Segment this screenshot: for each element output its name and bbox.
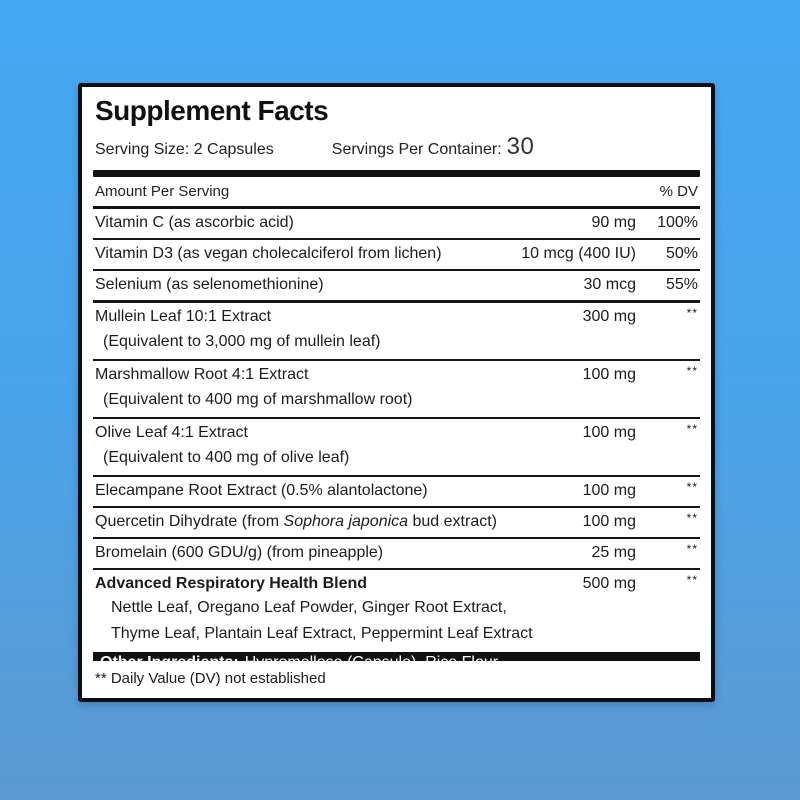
ingredient-equivalent: (Equivalent to 400 mg of marshmallow root)	[103, 391, 413, 408]
servings-per-container	[332, 133, 535, 161]
ingredient-dv: 100%	[657, 214, 698, 231]
table-row	[93, 537, 700, 568]
supplement-facts-panel	[78, 83, 715, 702]
ingredient-name	[95, 513, 504, 531]
ingredient-amount: 100 mg	[582, 513, 636, 530]
ingredient-amount: 500 mg	[582, 575, 636, 592]
panel-title: Supplement Facts	[95, 95, 329, 126]
table-row	[93, 238, 700, 269]
servings-count: 30	[506, 133, 535, 160]
ingredient-name-prefix: Quercetin Dihydrate (from	[95, 513, 284, 530]
serving-info-row	[93, 131, 700, 170]
servings-label: Servings Per Container:	[331, 141, 502, 158]
table-row	[93, 209, 700, 238]
ingredient-dv: **	[686, 511, 698, 525]
ingredient-amount: 100 mg	[582, 424, 636, 441]
ingredient-dv: **	[686, 306, 698, 320]
table-row	[93, 506, 700, 537]
ingredient-equivalent: (Equivalent to 400 mg of olive leaf)	[103, 449, 350, 466]
ingredient-dv: **	[686, 364, 698, 378]
ingredient-amount: 30 mcg	[583, 276, 636, 293]
ingredient-amount: 100 mg	[582, 366, 636, 383]
blend-ingredients-line1: Nettle Leaf, Oregano Leaf Powder, Ginger Root Extract,	[111, 599, 507, 616]
ingredient-name: Marshmallow Root 4:1 Extract	[95, 366, 309, 383]
ingredient-name: Olive Leaf 4:1 Extract	[95, 424, 248, 441]
ingredient-dv: 55%	[665, 276, 698, 293]
ingredient-name-suffix: bud extract)	[408, 513, 497, 530]
ingredient-dv: **	[686, 573, 698, 587]
ingredient-amount: 10 mcg (400 IU)	[521, 245, 636, 262]
ingredient-amount: 100 mg	[582, 482, 636, 499]
ingredient-equivalent: (Equivalent to 3,000 mg of mullein leaf)	[103, 333, 381, 350]
header-percent-dv: % DV	[659, 183, 698, 200]
table-header-row	[93, 177, 700, 206]
table-row	[93, 568, 700, 651]
header-amount-per-serving: Amount Per Serving	[95, 183, 230, 200]
ingredient-dv: **	[686, 542, 698, 556]
ingredient-name: Vitamin D3 (as vegan cholecalciferol from lichen)	[95, 245, 442, 262]
table-row	[93, 300, 700, 359]
ingredient-dv: **	[686, 480, 698, 494]
table-row	[93, 359, 700, 417]
table-row	[93, 417, 700, 475]
ingredient-amount: 300 mg	[582, 308, 636, 325]
other-ingredients-label: Other Ingredients:	[100, 654, 239, 671]
ingredient-name: Bromelain (600 GDU/g) (from pineapple)	[95, 544, 384, 561]
ingredient-name-latin: Sophora japonica	[283, 513, 409, 530]
blend-ingredients-line2: Thyme Leaf, Plantain Leaf Extract, Peppermint Leaf Extract	[111, 625, 533, 642]
ingredient-name: Mullein Leaf 10:1 Extract	[95, 308, 272, 325]
ingredient-amount: 90 mg	[591, 214, 636, 231]
other-ingredients-value: Hypromellose (Capsule), Rice Flour	[244, 654, 499, 671]
ingredient-name: Vitamin C (as ascorbic acid)	[95, 214, 294, 231]
other-ingredients	[100, 654, 498, 672]
ingredient-name: Selenium (as selenomethionine)	[95, 276, 324, 293]
table-row	[93, 475, 700, 506]
daily-value-footnote: ** Daily Value (DV) not established	[95, 670, 326, 687]
ingredient-dv: **	[686, 422, 698, 436]
blend-name: Advanced Respiratory Health Blend	[95, 575, 368, 592]
ingredient-dv: 50%	[665, 245, 698, 262]
table-row	[93, 269, 700, 300]
ingredient-amount: 25 mg	[591, 544, 636, 561]
divider-thick-top	[93, 170, 700, 177]
serving-size: Serving Size: 2 Capsules	[95, 141, 274, 158]
ingredient-name: Elecampane Root Extract (0.5% alantolactone)	[95, 482, 428, 499]
